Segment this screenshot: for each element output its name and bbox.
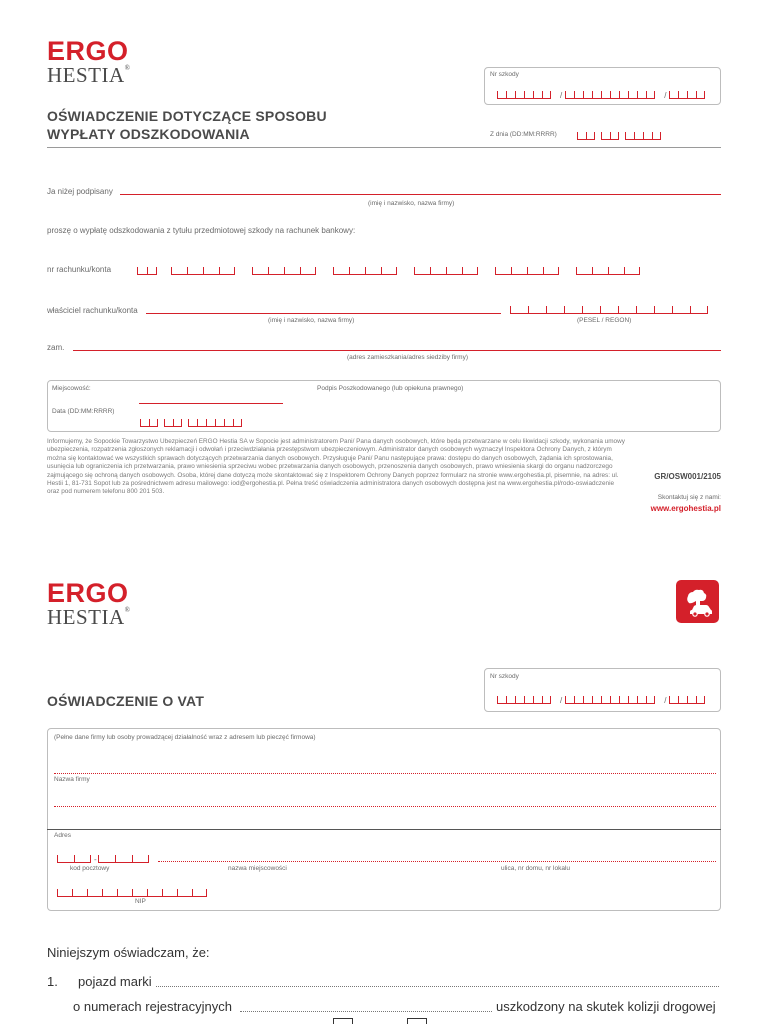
miejscowosc-label-2: nazwa miejscowości bbox=[228, 865, 287, 872]
miejscowosc-label: Miejscowość: bbox=[52, 385, 91, 392]
item1-label: pojazd marki bbox=[78, 974, 152, 989]
nr-szkody-label-2: Nr szkody bbox=[490, 673, 519, 680]
firm-line-2[interactable] bbox=[54, 806, 716, 807]
nip-label: NIP bbox=[135, 898, 146, 905]
ergo-hestia-logo-bottom bbox=[47, 580, 131, 628]
adres-caption: (adres zamieszkania/adres siedziby firmy) bbox=[347, 354, 469, 361]
item1-number: 1. bbox=[47, 974, 58, 989]
podpis-label: Podpis Poszkodowanego (lub opiekuna prawnego) bbox=[317, 385, 464, 392]
miejscowosc-input-line[interactable] bbox=[139, 403, 283, 404]
kontakt-label: Skontaktuj się z nami: bbox=[657, 494, 721, 501]
z-dnia-label: Z dnia (DD:MM:RRRR) bbox=[490, 131, 557, 138]
imie-caption: (imię i nazwisko, nazwa firmy) bbox=[368, 200, 455, 207]
form1-title: OŚWIADCZENIE DOTYCZĄCE SPOSOBU WYPŁATY ODSZKODOWANIA bbox=[47, 108, 327, 142]
wlasciciel-input-line[interactable] bbox=[146, 313, 501, 314]
checkbox-option-2[interactable] bbox=[407, 1018, 427, 1024]
data-label: Data (DD:MM:RRRR) bbox=[52, 408, 115, 415]
nr-szkody-box-bottom bbox=[484, 668, 721, 712]
rodo-text: Informujemy, że Sopockie Towarzystwo Ubezpieczeń ERGO Hestia SA w Sopocie jest administratorem Pani/ Pana danych osobowych, które będą przetwarzane w celu likwidacji szkody, wykonania umowy ubezpieczenia, rozpatrzenia zgłoszonych reklamacji i odwołań i przeciwdziałania przestępstwom ubezpieczeniowym. Administrator danych osobowych wyznaczył Inspektora Ochrony Danych, z którym można się kontaktować we wszystkich sprawach dotyczących przetwarzania danych osobowych. Przysługuje Pani/ Panu następujące prawa: dostępu do danych osobowych, żądania ich sprostowania, usunięcia lub ograniczenia ich przetwarzania, prawo wniesienia sprzeciwu wobec przetwarzania danych osobowych, przenoszenia danych osobowych, prawo wniesienia skargi do organu nadzorczego zajmującego się ochroną danych osobowych. Osoba, której dane dotyczą może skontaktować się z Inspektorem Ochrony Danych poprzez formularz na stronie www.ergohestia.pl, pisemnie, na adres: ul. Hestii 1, 81-731 Sopot lub za pośrednictwem adresu mailowego: iod@ergohestia.pl. Pełna treść oświadczenia administratora danych osobowych dostępna jest na www.ergohestia.pl/rodo-oswiadczenie oraz pod numerem telefonu 800 201 503. bbox=[47, 438, 625, 496]
form-code: GR/OSW001/2105 bbox=[654, 472, 721, 481]
nr-szkody-combs-2[interactable]: / / bbox=[497, 696, 711, 704]
logo-ergo-text: ERGO bbox=[47, 36, 129, 66]
car-accident-icon bbox=[676, 580, 719, 623]
pesel-caption: (PESEL / REGON) bbox=[577, 317, 632, 324]
checkbox-option-1[interactable] bbox=[333, 1018, 353, 1024]
signature-box bbox=[47, 380, 721, 432]
adres-label: Adres bbox=[54, 832, 71, 839]
zam-input-line[interactable] bbox=[73, 350, 721, 351]
registration-input-line[interactable] bbox=[240, 1011, 492, 1012]
ja-nizej-label: Ja niżej podpisany bbox=[47, 187, 113, 196]
firm-data-box bbox=[47, 728, 721, 911]
name-input-line[interactable] bbox=[120, 194, 721, 195]
address-line[interactable] bbox=[158, 861, 716, 862]
logo-ergo-text-2: ERGO bbox=[47, 578, 129, 608]
kod-label: kod pocztowy bbox=[70, 865, 110, 872]
firm-line-1[interactable] bbox=[54, 773, 716, 774]
nazwa-firmy-label: Nazwa firmy bbox=[54, 776, 90, 783]
nr-szkody-box-top bbox=[484, 67, 721, 105]
kod-pocztowy-field[interactable]: - bbox=[57, 855, 149, 863]
title-divider bbox=[47, 147, 721, 148]
marka-input-line[interactable] bbox=[156, 986, 719, 987]
pesel-field[interactable] bbox=[510, 306, 708, 314]
logo-hestia-text-2: HESTIA® bbox=[47, 605, 131, 629]
wlasciciel-label: właściciel rachunku/konta bbox=[47, 306, 138, 315]
zam-label: zam. bbox=[47, 343, 65, 352]
ulica-label: ulica, nr domu, nr lokalu bbox=[501, 865, 571, 872]
firm-divider bbox=[47, 829, 721, 830]
form2-title: OŚWIADCZENIE O VAT bbox=[47, 693, 205, 709]
ergo-hestia-logo-top bbox=[47, 38, 131, 86]
item1-registration-label: o numerach rejestracyjnych bbox=[73, 999, 232, 1014]
item1-collision-label: uszkodzony na skutek kolizji drogowej bbox=[496, 999, 716, 1014]
declare-text: Niniejszym oświadczam, że: bbox=[47, 945, 210, 960]
z-dnia-date-field[interactable] bbox=[577, 132, 667, 140]
signature-date-field[interactable] bbox=[140, 419, 248, 427]
nr-szkody-label: Nr szkody bbox=[490, 71, 519, 78]
nr-szkody-combs[interactable]: / / bbox=[497, 91, 711, 99]
firm-caption: (Pełne dane firmy lub osoby prowadzącej działalność wraz z adresem lub pieczęć firmowa) bbox=[54, 734, 316, 741]
wlasciciel-caption: (imię i nazwisko, nazwa firmy) bbox=[268, 317, 355, 324]
nr-rachunku-label: nr rachunku/konta bbox=[47, 265, 112, 274]
prosze-text: proszę o wypłatę odszkodowania z tytułu przedmiotowej szkody na rachunek bankowy: bbox=[47, 226, 356, 235]
nip-field[interactable] bbox=[57, 889, 207, 897]
website-link[interactable]: www.ergohestia.pl bbox=[650, 504, 721, 513]
logo-hestia-text: HESTIA® bbox=[47, 63, 131, 87]
nr-rachunku-field[interactable] bbox=[137, 267, 640, 275]
